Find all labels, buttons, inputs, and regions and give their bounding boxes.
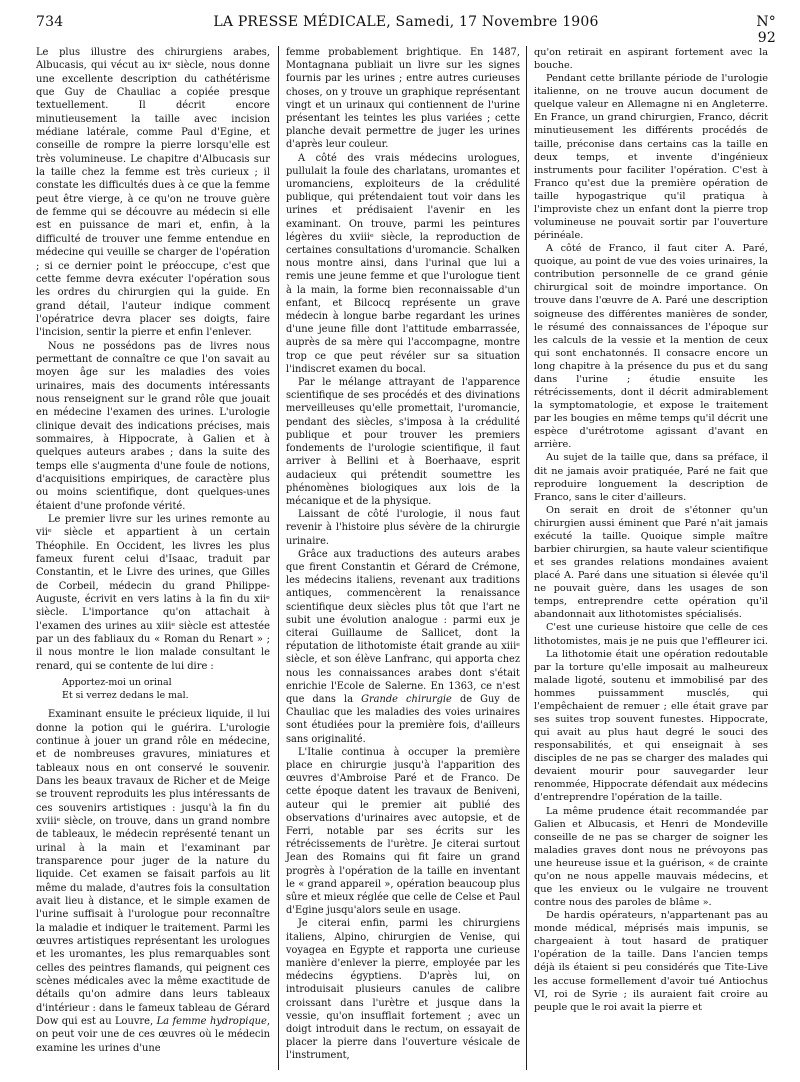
- paragraph: Le plus illustre des chirurgiens arabes, Albucasis, qui vécut au ixᵉ siècle, nous donne une excellente description du cathétérisme que Guy de Chauliac a copiée presque textuellement. Il décrit encore minutieusement la taille avec incision médiane latérale, comme Paul d'Egine, et conseille de rompre la pierre lorsqu'elle est très volumineuse. Le chapitre d'Albucasis sur la taille chez la femme est très curieux ; il constate les difficultés dues à ce que la femme peut être vierge, à ce qu'on ne trouve guère de femme qui se découvre au médecin si elle est en puissance de mari et, enfin, à la difficulté de trouver une femme entendue en médecine qui veuille se charger de l'opération ; si ce dernier point le préoccupe, c'est que cette femme devra exécuter l'opération sous les ordres du chirurgien qui la guide. En grand détail, l'auteur indique comment l'opératrice devra placer ses doigts, faire l'incision, sentir la pierre et enfin l'enlever.: [36, 47, 270, 339]
- paragraph: Par le mélange attrayant de l'apparence scientifique de ses procédés et des divinations merveilleuses qu'elle promettait, l'uromancie, pendant des siècles, s'imposa à la crédulité publique et pour trouver les premiers fondements de l'urologie scientifique, il faut arriver à Bellini et à Boerhaave, esprit audacieux qui prétendit soumettre les phénomènes biologiques aux lois de la mécanique et de la physique.: [286, 377, 520, 507]
- running-head: LA PRESSE MÉDICALE, Samedi, 17 Novembre 1906: [213, 14, 599, 30]
- verse-line: Et si verrez dedans le mal.: [62, 689, 189, 701]
- paragraph: La lithotomie était une opération redoutable par la torture qu'elle imposait au malheureux malade ligoté, soutenu et immobilisé par des hommes puissamment musclés, qui l'empêchaient de remuer ; elle était grave par ses suites trop souvent funestes. Hippocrate, qui avait au plus haut degré le souci des responsabilités, et qui enseignait à ses disciples de ne pas se charger des malades qui devaient mourir pour sauvegarder leur renommée, Hippocrate défendait aux médecins d'entreprendre l'opération de la taille.: [534, 648, 768, 804]
- paragraph: femme probablement brightique. En 1487, Montagnana publiait un livre sur les signes fournis par les urines ; entre autres curieuses choses, on y trouve un graphique représentant vingt et un urinaux qui contiennent de l'urine présentant les teintes les plus variées ; cette planche devait permettre de juger les urines d'après leur couleur.: [286, 47, 520, 151]
- issue-number: N° 92: [756, 14, 776, 46]
- artwork-title: La femme hydropique: [156, 1016, 267, 1028]
- verse-quote: [62, 677, 270, 702]
- paragraph: A côté de Franco, il faut citer A. Paré, quoique, au point de vue des voies urinaires, la contribution personnelle de ce grand génie chirurgical soit de moindre importance. On trouve dans l'œuvre de A. Paré une description soigneuse des différentes manières de sonder, le résumé des connaissances de l'époque sur les calculs de la vessie et la mention de ceux qui sont enchatonnés. Il consacre encore un long chapitre à la présence du pus et du sang dans l'urine ; étudie ensuite les rétrécissements, dont il décrit admirablement la symptomatologie, et expose le traitement par les bougies en même temps qu'il décrit une espèce d'urétrotome agissant d'avant en arrière.: [534, 243, 768, 451]
- paragraph: Nous ne possédons pas de livres nous permettant de connaître ce que l'on savait au moyen âge sur les maladies des voies urinaires, mais des documents intéressants nous renseignent sur le grand rôle que jouait en médecine l'examen des urines. L'urologie clinique devait des indications précises, mais sommaires, à Hippocrate, à Galien et à quelques auteurs arabes ; dans la suite des temps elle s'augmenta d'une foule de notions, d'acquisitions empiriques, de caractère plus ou moins scientifique, dont quelques-unes étaient d'une profonde vérité.: [36, 340, 270, 512]
- paragraph: Le premier livre sur les urines remonte au viiᵉ siècle et appartient à un certain Théophile. En Occident, les livres les plus fameux furent celui d'Isaac, traduit par Constantin, et le Livre des urines, que Gilles de Corbeil, médecin du grand Philippe-Auguste, écrivit en vers latins à la fin du xiiᵉ siècle. L'importance qu'on attachait à l'examen des urines au xiiiᵉ siècle est attestée par un des fabliaux du « Roman du Renart » ; il nous montre le lion malade consultant le renard, qui se contente de lui dire :: [36, 514, 270, 672]
- column-3: [534, 46, 768, 1014]
- article-body: [36, 46, 778, 1070]
- column-rule: [526, 46, 527, 1070]
- page-number: 734: [36, 14, 64, 30]
- column-rule: [278, 46, 279, 1070]
- page-header: [36, 14, 776, 46]
- paragraph: C'est une curieuse histoire que celle de ces lithotomistes, mais je ne puis que l'effleurer ici.: [534, 622, 768, 647]
- paragraph: qu'on retirait en aspirant fortement avec la bouche.: [534, 47, 768, 72]
- paragraph: On serait en droit de s'étonner qu'un chirurgien aussi éminent que Paré n'ait jamais exécuté la taille. Quoique simple maître barbier chirurgien, sa haute valeur scientifique et ses grandes relations mondaines avaient placé A. Paré dans une situation si élevée qu'il ne pouvait guère, dans les usages de son temps, entreprendre cette opération qu'il abandonnait aux lithotomistes spécialisés.: [534, 504, 768, 621]
- verse-line: Apportez-moi un orinal: [62, 677, 172, 689]
- paragraph: Je citerai enfin, parmi les chirurgiens italiens, Alpino, chirurgien de Venise, qui voyagea en Egypte et rapporta une curieuse manière d'enlever la pierre, employée par les médecins égyptiens. D'après lui, on introduisait plusieurs canules de calibre croissant dans l'urètre et jusque dans la vessie, qu'on insufflait fortement ; avec un doigt introduit dans le rectum, on essayait de placer la pierre dans l'ouverture vésicale de l'instrument,: [286, 918, 520, 1062]
- book-title: Grande chirurgie: [361, 693, 452, 705]
- paragraph: L'Italie continua à occuper la première place en chirurgie jusqu'à l'apparition des œuvres d'Ambroise Paré et de Franco. De cette époque datent les travaux de Beniveni, auteur qui le premier ait publié des observations d'urinaires avec autopsie, et de Ferri, notable par ses écrits sur les rétrécissements de l'urètre. Je citerai surtout Jean des Romains qui fit faire un grand progrès à l'opération de la taille en inventant le « grand appareil », opération beaucoup plus sûre et mieux réglée que celle de Celse et Paul d'Egine jusqu'alors seule en usage.: [286, 746, 520, 917]
- paragraph: Au sujet de la taille que, dans sa préface, il dit ne jamais avoir pratiquée, Paré ne fait que reproduire longuement la description de Franco, sans le citer d'ailleurs.: [534, 452, 768, 503]
- paragraph: Examinant ensuite le précieux liquide, il lui donne la potion qui le guérira. L'urologie continue à jouer un grand rôle en médecine, et de nombreuses gravures, miniatures et tableaux nous en ont conservé le souvenir. Dans les beaux travaux de Richer et de Meige se trouvent reproduits les plus intéressants de ces souvenirs artistiques : jusqu'à la fin du xviiiᵉ siècle, on trouve, dans un grand nombre de tableaux, le médecin représenté tenant un urinal à la main et l'examinant par transparence pour juger de la nature du liquide. Cet examen se faisait parfois au lit même du malade, d'autres fois la consultation avait lieu à distance, et le simple examen de l'urine suffisait à l'urologue pour reconnaître la maladie et indiquer le traitement. Parmi les œuvres artistiques représentant les urologues et les uromantes, les plus remarquables sont celles des peintres flamands, qui peignent ces scènes médicales avec la même exactitude de détails qu'on admire dans leurs tableaux d'intérieur : dans le fameux tableau de Gérard Dow qui est au Louvre, La femme hydropique, on peut voir une de ces œuvres où le médecin examine les urines d'une: [36, 709, 271, 1054]
- paragraph: La même prudence était recommandée par Galien et Albucasis, et Henri de Mondeville conseille de ne pas se charger de soigner les maladies graves dont nous ne prévoyons pas une heureuse issue et la guérison, « de crainte qu'on ne nous appelle mauvais médecins, et que les envieux ou le vulgaire ne trouvent contre nous des paroles de blâme ».: [534, 805, 768, 909]
- paragraph: De hardis opérateurs, n'appartenant pas au monde médical, méprisés mais impunis, se chargeaient à tout hasard de pratiquer l'opération de la taille. Dans l'ancien temps déjà ils étaient si peu considérés que Tite-Live les accuse formellement d'avoir tué Antiochus VI, roi de Syrie ; ils auraient fait croire au peuple que le roi avait la pierre et: [534, 910, 768, 1013]
- paragraph: Pendant cette brillante période de l'urologie italienne, on ne trouve aucun document de quelque valeur en Allemagne ni en Angleterre. En France, un grand chirurgien, Franco, décrit minutieusement les différents procédés de taille, préconise dans certains cas la taille en deux temps, et invente d'ingénieux instruments pour faciliter l'opération. C'est à Franco qu'est due la première opération de taille hypogastrique qu'il pratiqua à l'improviste chez un enfant dont la pierre trop volumineuse ne pouvait sortir par l'ouverture périnéale.: [534, 73, 768, 242]
- column-2: [286, 46, 520, 1063]
- paragraph: Laissant de côté l'urologie, il nous faut revenir à l'histoire plus sévère de la chirurgie urinaire.: [286, 509, 520, 547]
- column-1: [36, 46, 270, 1055]
- paragraph: A côté des vrais médecins urologues, pullulait la foule des charlatans, uromantes et uromanciens, exploiteurs de la crédulité publique, qui prétendaient tout voir dans les urines et prédisaient l'avenir en les examinant. On trouve, parmi les peintures légères du xviiiᵉ siècle, la reproduction de certaines consultations d'uromancie. Schalken nous montre ainsi, dans l'urinal que lui a remis une jeune femme et que l'urologue tient à la main, la forme bien reconnaissable d'un enfant, et Bilcocq représente un grave médecin à longue barbe regardant les urines d'une jeune fille dont l'attitude embarrassée, auprès de sa mère qui l'accompagne, montre trop ce que peut révéler sur sa situation l'indiscret examen du bocal.: [286, 152, 520, 375]
- paragraph: Grâce aux traductions des auteurs arabes que firent Constantin et Gérard de Crémone, les médecins italiens, revenant aux traditions antiques, commencèrent la renaissance scientifique deux siècles plus tôt que l'art ne subit une évolution analogue : parmi eux je citerai Guillaume de Sallicet, dont la réputation de lithotomiste était grande au xiiiᵉ siècle, et son élève Lanfranc, qui apporta chez nous les connaissances arabes dont s'était enrichie l'Ecole de Salerne. En 1363, ce n'est que dans la Grande chirurgie de Guy de Chauliac que les maladies des voies urinaires sont étudiées pour la première fois, d'ailleurs sans originalité.: [286, 548, 520, 745]
